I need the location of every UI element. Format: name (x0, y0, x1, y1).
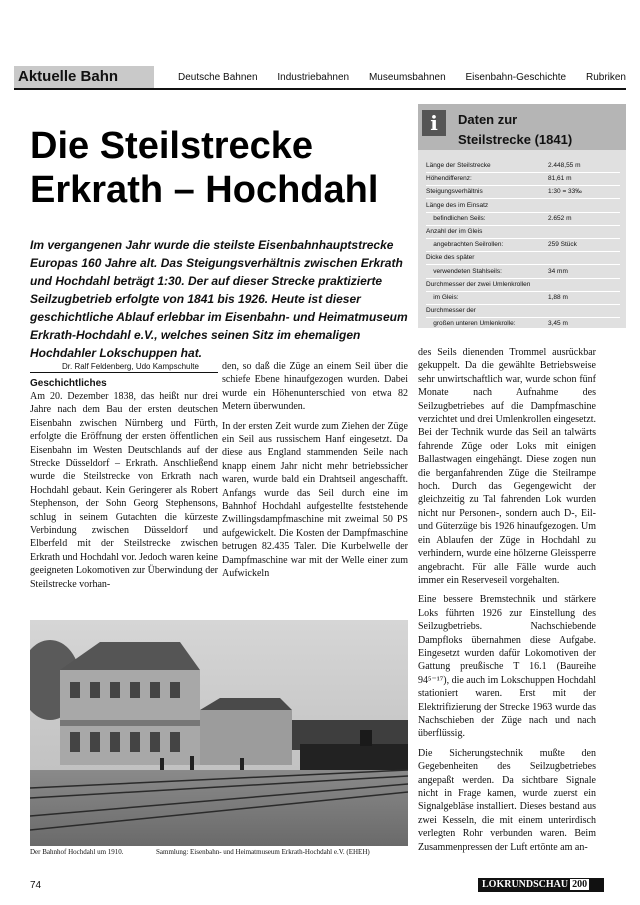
nav-item-industriebahnen[interactable]: Industriebahnen (277, 72, 350, 83)
info-row (426, 173, 620, 186)
info-title-line-1: Daten zur (458, 112, 518, 127)
info-row-label: im Gleis: (426, 294, 459, 301)
info-row-label: Höhendifferenz: (426, 175, 472, 183)
title-line-2: Erkrath – Hochdahl (30, 169, 379, 211)
info-row-value: 2.652 m (548, 214, 572, 222)
info-row-label: angebrachten Seilrollen: (426, 241, 504, 249)
info-row-value: 81,61 m (548, 175, 572, 183)
info-box-header (418, 104, 626, 150)
info-row (426, 160, 620, 173)
info-row (426, 292, 620, 305)
info-row-value: 2.448,55 m (548, 162, 581, 169)
info-row-label: Länge des im Einsatz (426, 201, 489, 209)
paragraph: des Seils dienenden Trommel ausrückbar gekuppelt. Da die gewählte Betriebsweise sehr unwirtschaftlich war, wurde schon fünf Monate nach Aufnahme des Seilzugbetriebes auf die Dampfmaschine verzichtet und drei Umlenkrollen eingesetzt. Bei der Technik wurde das Seil an talwärts fahrende Züge oder Loks mit einigen Ballastwagen eingehängt. Diese zogen nun die berganfahrenden Züge die Steilrampe hoch. Durch das Gegengewicht der gleichzeitig zu Tal fahrenden Lok wurden nicht nur Personen-, sondern auch D-, Eil- und Güterzüge bis 1926 hinaufgezogen. Um ein Ablaufen der Züge in Hochdahl zu verhindern, wurde eine hölzerne Gleissperre angebracht. Für alle Fälle wurde auch immer ein Reserveseil vorgehalten. (418, 347, 596, 586)
photo-caption (30, 848, 410, 856)
info-row-label: Länge der Steilstrecke (426, 162, 491, 169)
article-authors: Dr. Ralf Feldenberg, Udo Kampschulte (62, 362, 199, 371)
paragraph: Eine bessere Bremstechnik und stärkere Loks führten 1926 zur Einstellung des Seilzugbetriebs. Nachschiebende Dampfloks übernahmen diese Aufgabe. Eingesetzt wurden dafür Lokomotiven der Gattung preußische T 16.1 (Baureihe 94⁵⁻¹⁷), die auch im Lokschuppen Hochdahl stationiert waren. Erst mit der Elektrifizierung der Strecke 1963 wurde das Nachschieben der Züge nach und nach überflüssig. (418, 594, 596, 740)
info-row (426, 200, 620, 213)
magazine-name (478, 878, 604, 892)
issue-number: 200 (572, 879, 588, 890)
info-row (426, 226, 620, 239)
info-row-value: 1:30 = 33‰ (548, 188, 582, 196)
info-row-label: verwendeten Stahlseils: (426, 267, 502, 275)
info-icon: i (422, 110, 446, 136)
info-row-label: Durchmesser der zwei Umlenkrollen (426, 280, 531, 288)
text-column-3 (418, 346, 596, 860)
authors-rule (30, 372, 218, 373)
nav-item-eisenbahn-geschichte[interactable]: Eisenbahn-Geschichte (465, 72, 567, 83)
paragraph: In der ersten Zeit wurde zum Ziehen der Züge ein Seil aus russischem Hanf eingesetzt. Da diese aus England stammenden Seile nach knapp einem Jahr nicht mehr betriebssicher waren, wurde bald ein Drahtseil angeschafft. Anfangs wurde das Seil durch eine im Bahnhof Hochdahl aufgestellte feststehende Zwillingsdampfmaschine mit zweimal 50 PS aufgewickelt. Die Kosten der Dampfmaschine betrugen 82.435 Taler. Die Kurbelwelle der Dampfmaschine war mit der Welle einer zum Aufwickeln (222, 420, 408, 580)
info-row (426, 239, 620, 252)
caption-text: Der Bahnhof Hochdahl um 1910. (30, 848, 124, 856)
paragraph: Die Sicherungstechnik mußte den Gegebenheiten des Seilzugbetriebes angepaßt werden. Da sichtbare Signale nicht in Frage kamen, wurde zuerst ein Signalgebläse installiert. Dieses bestand aus zwei Kesseln, die mit einem unterirdisch verlegten Rohr verbunden waren. Beim Zusammenpressen der Luft ertönte am an- (418, 747, 596, 853)
section-nav (178, 72, 626, 83)
article-title (30, 124, 420, 212)
article-lead: Im vergangenen Jahr wurde die steilste Eisenbahnhauptstrecke Europas 160 Jahre alt. Das Steigungsverhältnis zwischen Erkrath und Hochdahl beträgt 1:30. Der auf dieser Strecke praktizierte Seilzugbetrieb erfolgte von 1841 bis 1926. Heute ist dieser geschichtliche Ablauf erlebbar im Eisenbahn- und Heimatmuseum Erkrath-Hochdahl e.V., welches seinen Sitz im ehemaligen Hochdahler Lokschuppen hat. (30, 238, 408, 360)
magazine-title: LOKRUNDSCHAU (482, 879, 569, 890)
info-title-line-2: Steilstrecke (1841) (458, 132, 573, 147)
paragraph: den, so daß die Züge an einem Seil über die schiefe Ebene hinaufgezogen wurden. Dabei wurde ein Höhenunterschied von etwa 82 Metern überwunden. (222, 361, 408, 413)
info-row-label: großen unteren Umlenkrolle: (426, 320, 516, 328)
info-row-value: 34 mm (548, 267, 568, 275)
info-row (426, 252, 620, 265)
info-row (426, 318, 620, 331)
info-row-label: Steigungsverhältnis (426, 188, 483, 196)
photo-source: Sammlung: Eisenbahn- und Heimatmuseum Erkrath-Hochdahl e.V. (EHEH) (156, 848, 370, 856)
info-row-label: Anzahl der im Gleis (426, 228, 483, 235)
title-line-1: Die Steilstrecke (30, 125, 314, 167)
info-row (426, 213, 620, 226)
info-row-label: befindlichen Seils: (426, 214, 486, 222)
info-box (418, 104, 626, 328)
info-row-value: 1,88 m (548, 294, 568, 301)
info-row-value: 259 Stück (548, 241, 577, 249)
info-row (426, 266, 620, 279)
page-number: 74 (30, 880, 42, 891)
nav-item-museumsbahnen[interactable]: Museumsbahnen (368, 72, 446, 83)
info-row (426, 305, 620, 318)
info-row-value: 3,45 m (548, 320, 568, 328)
info-row (426, 186, 620, 199)
nav-item-deutsche-bahnen[interactable]: Deutsche Bahnen (178, 72, 258, 83)
text-column-1 (30, 390, 218, 597)
info-row (426, 279, 620, 292)
text-column-2 (222, 360, 408, 587)
station-photo-drawing (30, 620, 408, 846)
section-subheading: Geschichtliches (30, 378, 107, 389)
nav-item-rubriken[interactable]: Rubriken (585, 72, 626, 83)
station-photo (30, 620, 408, 846)
info-row-label: Durchmesser der (426, 307, 476, 315)
info-row-label: Dicke des später (426, 254, 475, 262)
header-rule (14, 88, 626, 90)
paragraph: Am 20. Dezember 1838, das heißt nur drei Jahre nach dem Bau der ersten deutschen Eisenbahn zwischen Nürnberg und Fürth, erfolgte die Eröffnung der ersten öffentlichen Eisenbahn im Westen Deutschlands auf der Strecke Düsseldorf – Erkrath. Anschließend wurde die Steilstrecke von Erkrath nach Hochdahl gebaut. Kein Geringerer als Robert Stephenson, der Sohn Georg Stephensons, schlug in seinem Gutachten die kürzeste Verbindung zwischen Düsseldorf und Elberfeld mit der Steilstrecke zwischen Erkrath und Hochdahl vor. Jedoch waren keine geeigneten Lokomotiven zur Überwindung der Steilstrecke vorhan- (30, 391, 218, 590)
section-label: Aktuelle Bahn (14, 66, 154, 88)
